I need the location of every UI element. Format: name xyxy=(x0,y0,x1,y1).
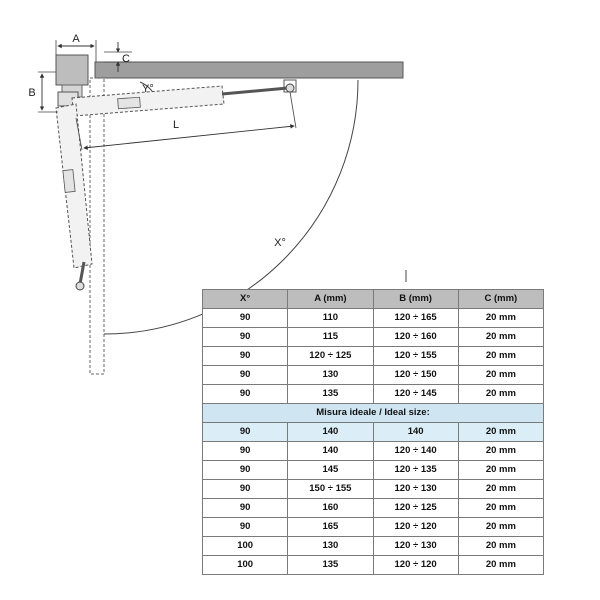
cell-b: 120 ÷ 120 xyxy=(373,518,458,537)
cell-x: 90 xyxy=(203,385,288,404)
cell-a: 135 xyxy=(288,385,373,404)
cell-a: 130 xyxy=(288,366,373,385)
size-table-container xyxy=(202,289,544,575)
cell-c: 20 mm xyxy=(458,347,543,366)
cell-x: 90 xyxy=(203,442,288,461)
cell-c: 20 mm xyxy=(458,328,543,347)
cell-c: 20 mm xyxy=(458,499,543,518)
table-header-row xyxy=(203,290,544,309)
cell-x: 90 xyxy=(203,328,288,347)
header-b-mm: B (mm) xyxy=(373,290,458,309)
cell-a: 135 xyxy=(288,556,373,575)
ideal-size-banner-row xyxy=(203,404,544,423)
cell-b: 120 ÷ 130 xyxy=(373,480,458,499)
cell-a: 140 xyxy=(288,442,373,461)
label-a: A xyxy=(72,33,80,45)
cell-a: 130 xyxy=(288,537,373,556)
cell-c: 20 mm xyxy=(458,423,543,442)
cell-x: 100 xyxy=(203,556,288,575)
cell-b: 120 ÷ 155 xyxy=(373,347,458,366)
cell-c: 20 mm xyxy=(458,518,543,537)
cell-x: 100 xyxy=(203,537,288,556)
cell-a: 160 xyxy=(288,499,373,518)
cell-a: 145 xyxy=(288,461,373,480)
cell-c: 20 mm xyxy=(458,366,543,385)
header-c-mm: C (mm) xyxy=(458,290,543,309)
table-row xyxy=(203,537,544,556)
table-row xyxy=(203,499,544,518)
cell-x: 90 xyxy=(203,461,288,480)
cell-b: 120 ÷ 140 xyxy=(373,442,458,461)
cell-c: 20 mm xyxy=(458,537,543,556)
table-row xyxy=(203,442,544,461)
table-row xyxy=(203,347,544,366)
size-table xyxy=(202,289,544,575)
cell-c: 20 mm xyxy=(458,442,543,461)
table-row xyxy=(203,556,544,575)
cell-x: 90 xyxy=(203,366,288,385)
cell-b: 120 ÷ 165 xyxy=(373,309,458,328)
cell-b: 120 ÷ 130 xyxy=(373,537,458,556)
cell-c: 20 mm xyxy=(458,556,543,575)
gate-leaf-open xyxy=(90,78,104,374)
cell-x: 90 xyxy=(203,309,288,328)
label-x-angle: X° xyxy=(274,237,286,249)
cell-a: 120 ÷ 125 xyxy=(288,347,373,366)
cell-a: 110 xyxy=(288,309,373,328)
cell-c: 20 mm xyxy=(458,309,543,328)
cell-b: 120 ÷ 145 xyxy=(373,385,458,404)
table-row xyxy=(203,461,544,480)
table-row xyxy=(203,385,544,404)
cell-b: 140 xyxy=(373,423,458,442)
cell-a: 115 xyxy=(288,328,373,347)
dimension-b xyxy=(38,72,58,112)
cell-a: 150 ÷ 155 xyxy=(288,480,373,499)
header-a-mm: A (mm) xyxy=(288,290,373,309)
label-y-angle: Y° xyxy=(142,83,154,95)
operator-open xyxy=(56,104,92,290)
cell-x: 90 xyxy=(203,347,288,366)
ideal-size-label: Misura ideale / Ideal size: xyxy=(203,404,544,423)
label-l: L xyxy=(172,119,180,131)
cell-b: 120 ÷ 150 xyxy=(373,366,458,385)
cell-c: 20 mm xyxy=(458,480,543,499)
table-row xyxy=(203,366,544,385)
cell-x: 90 xyxy=(203,499,288,518)
cell-x: 90 xyxy=(203,423,288,442)
cell-c: 20 mm xyxy=(458,385,543,404)
table-row xyxy=(203,328,544,347)
cell-a: 140 xyxy=(288,423,373,442)
table-row xyxy=(203,309,544,328)
cell-a: 165 xyxy=(288,518,373,537)
operator-closed xyxy=(72,80,296,116)
cell-b: 120 ÷ 125 xyxy=(373,499,458,518)
pillar-block xyxy=(56,55,88,85)
cell-x: 90 xyxy=(203,518,288,537)
cell-b: 120 ÷ 160 xyxy=(373,328,458,347)
label-b: B xyxy=(28,87,36,99)
cell-c: 20 mm xyxy=(458,461,543,480)
table-row xyxy=(203,480,544,499)
label-c: C xyxy=(122,53,130,65)
header-x-angle: X° xyxy=(203,290,288,309)
ideal-size-row xyxy=(203,423,544,442)
gate-leaf-closed xyxy=(95,62,403,78)
cell-x: 90 xyxy=(203,480,288,499)
table-row xyxy=(203,518,544,537)
cell-b: 120 ÷ 120 xyxy=(373,556,458,575)
cell-b: 120 ÷ 135 xyxy=(373,461,458,480)
